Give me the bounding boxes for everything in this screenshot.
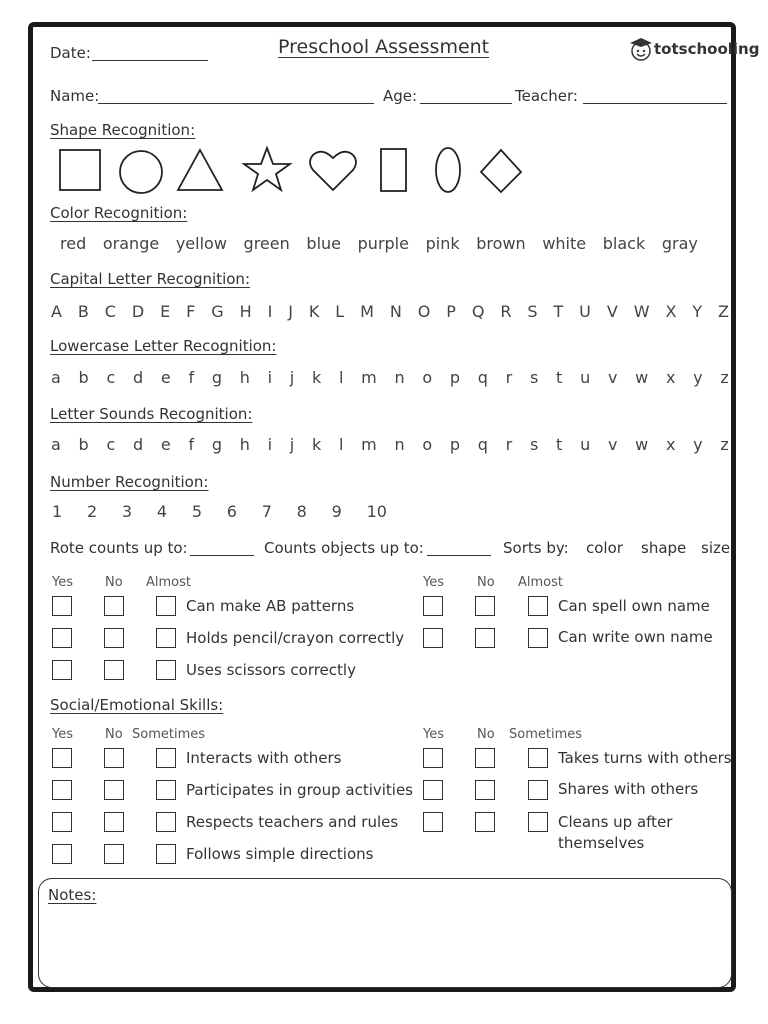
number-item: 7 [261, 502, 272, 521]
letter-sound: q [477, 435, 488, 454]
letter-sound: o [422, 435, 433, 454]
capital-letter: B [77, 302, 89, 321]
capital-letter: F [186, 302, 196, 321]
oval-icon [436, 148, 460, 192]
color-item: white [542, 234, 587, 253]
letter-sound: t [556, 435, 563, 454]
skill-label: Uses scissors correctly [186, 661, 356, 679]
date-field[interactable] [92, 60, 208, 61]
lowercase-letter: a [51, 368, 61, 387]
name-label: Name: [50, 87, 100, 105]
shape-row [56, 144, 536, 196]
capital-letter: L [335, 302, 345, 321]
social-skill-label: Follows simple directions [186, 845, 374, 863]
lowercase-letter-list [51, 368, 729, 387]
checkbox-yes[interactable] [423, 780, 443, 800]
checkbox-sometimes[interactable] [156, 780, 176, 800]
object-count-label: Counts objects up to: [264, 539, 424, 557]
notes-label: Notes: [48, 886, 97, 904]
letter-sound: p [449, 435, 461, 454]
brand-name: totschooling [654, 40, 760, 58]
letter-sound: r [505, 435, 513, 454]
date-label: Date: [50, 44, 91, 62]
lowercase-letter: l [338, 368, 344, 387]
lowercase-letter: f [188, 368, 195, 387]
capital-letter: D [131, 302, 145, 321]
checkbox-no[interactable] [475, 812, 495, 832]
capital-letter: R [500, 302, 512, 321]
diamond-icon [481, 150, 521, 192]
capital-letter: I [267, 302, 273, 321]
number-item: 10 [366, 502, 387, 521]
number-item: 4 [156, 502, 168, 521]
letter-sound: c [106, 435, 116, 454]
letter-sound: w [635, 435, 649, 454]
letter-sound: x [665, 435, 676, 454]
graduate-face-icon [628, 36, 654, 62]
rectangle-icon [381, 149, 406, 191]
sort-option-shape[interactable]: shape [641, 539, 687, 557]
capital-letter: Y [692, 302, 703, 321]
letter-sound: i [267, 435, 273, 454]
color-item: gray [661, 234, 698, 253]
sort-option-color[interactable]: color [586, 539, 623, 557]
checkbox-no[interactable] [104, 780, 124, 800]
skill-label: Holds pencil/crayon correctly [186, 629, 405, 647]
lowercase-letter: c [106, 368, 116, 387]
col-yes: Yes [52, 727, 73, 742]
capital-letter: C [104, 302, 116, 321]
letter-sound: y [693, 435, 703, 454]
lowercase-heading: Lowercase Letter Recognition: [50, 337, 277, 355]
number-list [52, 502, 387, 521]
number-item: 6 [226, 502, 237, 521]
brand-logo [628, 36, 759, 62]
checkbox-yes[interactable] [52, 780, 72, 800]
capital-letter: Q [471, 302, 485, 321]
checkbox-yes[interactable] [52, 748, 72, 768]
social-skill-label: Shares with others [558, 780, 699, 798]
checkbox-sometimes[interactable] [156, 844, 176, 864]
triangle-icon [178, 150, 222, 190]
checkbox-no[interactable] [104, 844, 124, 864]
lowercase-letter: d [132, 368, 144, 387]
lowercase-letter: g [211, 368, 222, 387]
shape-heading: Shape Recognition: [50, 121, 196, 139]
sorts-by-label: Sorts by: [503, 539, 569, 557]
teacher-field[interactable] [583, 103, 727, 104]
color-item: blue [306, 234, 341, 253]
square-icon [60, 150, 100, 190]
skill-label: Can write own name [558, 628, 713, 646]
checkbox-sometimes[interactable] [528, 748, 548, 768]
capital-letter: J [288, 302, 293, 321]
notes-box[interactable] [38, 878, 732, 988]
checkbox-yes[interactable] [423, 628, 443, 648]
circle-icon [120, 151, 162, 193]
skill-label: Can make AB patterns [186, 597, 355, 615]
heart-icon [310, 152, 356, 190]
letter-sound: n [394, 435, 405, 454]
checkbox-no[interactable] [104, 660, 124, 680]
capital-letter: K [308, 302, 320, 321]
object-count-field[interactable] [427, 555, 491, 556]
capital-letter: M [360, 302, 374, 321]
number-item: 8 [296, 502, 307, 521]
capital-letter: V [606, 302, 618, 321]
lowercase-letter: w [635, 368, 649, 387]
lowercase-letter: e [160, 368, 171, 387]
number-item: 3 [121, 502, 133, 521]
checkbox-no[interactable] [475, 748, 495, 768]
number-item: 5 [191, 502, 202, 521]
social-skill-label: Respects teachers and rules [186, 813, 399, 831]
letter-sound: j [289, 435, 295, 454]
checkbox-no[interactable] [475, 596, 495, 616]
rote-count-label: Rote counts up to: [50, 539, 188, 557]
lowercase-letter: j [289, 368, 295, 387]
col-no: No [105, 575, 123, 590]
color-item: yellow [175, 234, 227, 253]
teacher-label: Teacher: [515, 87, 578, 105]
lowercase-letter: i [267, 368, 273, 387]
checkbox-almost[interactable] [528, 596, 548, 616]
lowercase-letter: t [556, 368, 563, 387]
color-heading: Color Recognition: [50, 204, 188, 222]
checkbox-no[interactable] [475, 628, 495, 648]
checkbox-no[interactable] [104, 628, 124, 648]
checkbox-almost[interactable] [156, 628, 176, 648]
social-skill-label-cont: themselves [558, 834, 645, 852]
lowercase-letter: b [78, 368, 89, 387]
col-almost: Almost [146, 575, 191, 590]
social-heading: Social/Emotional Skills: [50, 696, 224, 714]
lowercase-letter: k [311, 368, 322, 387]
age-label: Age: [383, 87, 418, 105]
checkbox-yes[interactable] [52, 596, 72, 616]
letter-sound: d [132, 435, 144, 454]
capital-letter: A [51, 302, 62, 321]
col-sometimes: Sometimes [509, 727, 583, 742]
sounds-heading: Letter Sounds Recognition: [50, 405, 253, 423]
checkbox-sometimes[interactable] [156, 748, 176, 768]
checkbox-sometimes[interactable] [528, 812, 548, 832]
color-item: purple [357, 234, 409, 253]
number-item: 2 [86, 502, 98, 521]
letter-sound: e [160, 435, 171, 454]
letter-sound: s [529, 435, 539, 454]
number-item: 1 [52, 502, 63, 521]
capital-letter: O [417, 302, 431, 321]
checkbox-yes[interactable] [52, 628, 72, 648]
checkbox-no[interactable] [104, 812, 124, 832]
letter-sound: b [78, 435, 89, 454]
color-item: pink [425, 234, 460, 253]
lowercase-letter: s [529, 368, 539, 387]
social-skill-label: Takes turns with others [558, 749, 732, 767]
capital-letter: P [446, 302, 456, 321]
lowercase-letter: h [239, 368, 250, 387]
lowercase-letter: v [607, 368, 618, 387]
checkbox-yes[interactable] [52, 844, 72, 864]
col-almost: Almost [518, 575, 563, 590]
sort-option-size[interactable]: size [701, 539, 731, 557]
col-no: No [105, 727, 123, 742]
lowercase-letter: y [693, 368, 703, 387]
number-item: 9 [331, 502, 342, 521]
capital-heading: Capital Letter Recognition: [50, 270, 250, 288]
letter-sound: v [607, 435, 618, 454]
letter-sound-list [51, 435, 729, 454]
checkbox-no[interactable] [104, 748, 124, 768]
capital-letter: G [211, 302, 224, 321]
age-field[interactable] [420, 103, 512, 104]
lowercase-letter: q [477, 368, 488, 387]
checkbox-no[interactable] [475, 780, 495, 800]
color-item: red [60, 234, 87, 253]
letter-sound: m [361, 435, 377, 454]
page-title: Preschool Assessment [278, 36, 490, 58]
checkbox-yes[interactable] [423, 812, 443, 832]
checkbox-sometimes[interactable] [528, 780, 548, 800]
checkbox-no[interactable] [104, 596, 124, 616]
lowercase-letter: x [665, 368, 676, 387]
lowercase-letter: m [361, 368, 377, 387]
lowercase-letter: r [505, 368, 513, 387]
letter-sound: k [311, 435, 322, 454]
lowercase-letter: z [720, 368, 729, 387]
letter-sound: f [188, 435, 195, 454]
color-item: brown [476, 234, 526, 253]
capital-letter: U [579, 302, 591, 321]
color-item: orange [102, 234, 160, 253]
letter-sound: h [239, 435, 250, 454]
checkbox-almost[interactable] [528, 628, 548, 648]
checkbox-yes[interactable] [423, 596, 443, 616]
name-field[interactable] [98, 103, 374, 104]
capital-letter: S [527, 302, 538, 321]
col-sometimes: Sometimes [132, 727, 206, 742]
lowercase-letter: o [422, 368, 433, 387]
capital-letter: Z [718, 302, 729, 321]
lowercase-letter: n [394, 368, 405, 387]
col-yes: Yes [423, 575, 444, 590]
lowercase-letter: u [580, 368, 591, 387]
capital-letter: N [389, 302, 402, 321]
capital-letter: H [239, 302, 252, 321]
skill-label: Can spell own name [558, 597, 710, 615]
capital-letter: X [665, 302, 677, 321]
lowercase-letter: p [449, 368, 461, 387]
checkbox-yes[interactable] [52, 660, 72, 680]
checkbox-yes[interactable] [423, 748, 443, 768]
capital-letter: E [160, 302, 171, 321]
col-no: No [477, 727, 495, 742]
checkbox-sometimes[interactable] [156, 812, 176, 832]
capital-letter: T [553, 302, 564, 321]
letter-sound: z [720, 435, 729, 454]
rote-count-field[interactable] [190, 555, 254, 556]
col-yes: Yes [423, 727, 444, 742]
checkbox-almost[interactable] [156, 596, 176, 616]
letter-sound: g [211, 435, 222, 454]
color-item: black [602, 234, 646, 253]
checkbox-almost[interactable] [156, 660, 176, 680]
col-yes: Yes [52, 575, 73, 590]
checkbox-yes[interactable] [52, 812, 72, 832]
social-skill-label: Interacts with others [186, 749, 342, 767]
color-item: green [243, 234, 290, 253]
color-list [60, 234, 698, 253]
capital-letter: W [633, 302, 650, 321]
capital-letter-list [51, 302, 729, 321]
star-icon [244, 148, 290, 190]
social-skill-label: Participates in group activities [186, 781, 413, 799]
letter-sound: l [338, 435, 344, 454]
number-heading: Number Recognition: [50, 473, 209, 491]
letter-sound: u [580, 435, 591, 454]
letter-sound: a [51, 435, 61, 454]
col-no: No [477, 575, 495, 590]
social-skill-label: Cleans up after [558, 813, 673, 831]
